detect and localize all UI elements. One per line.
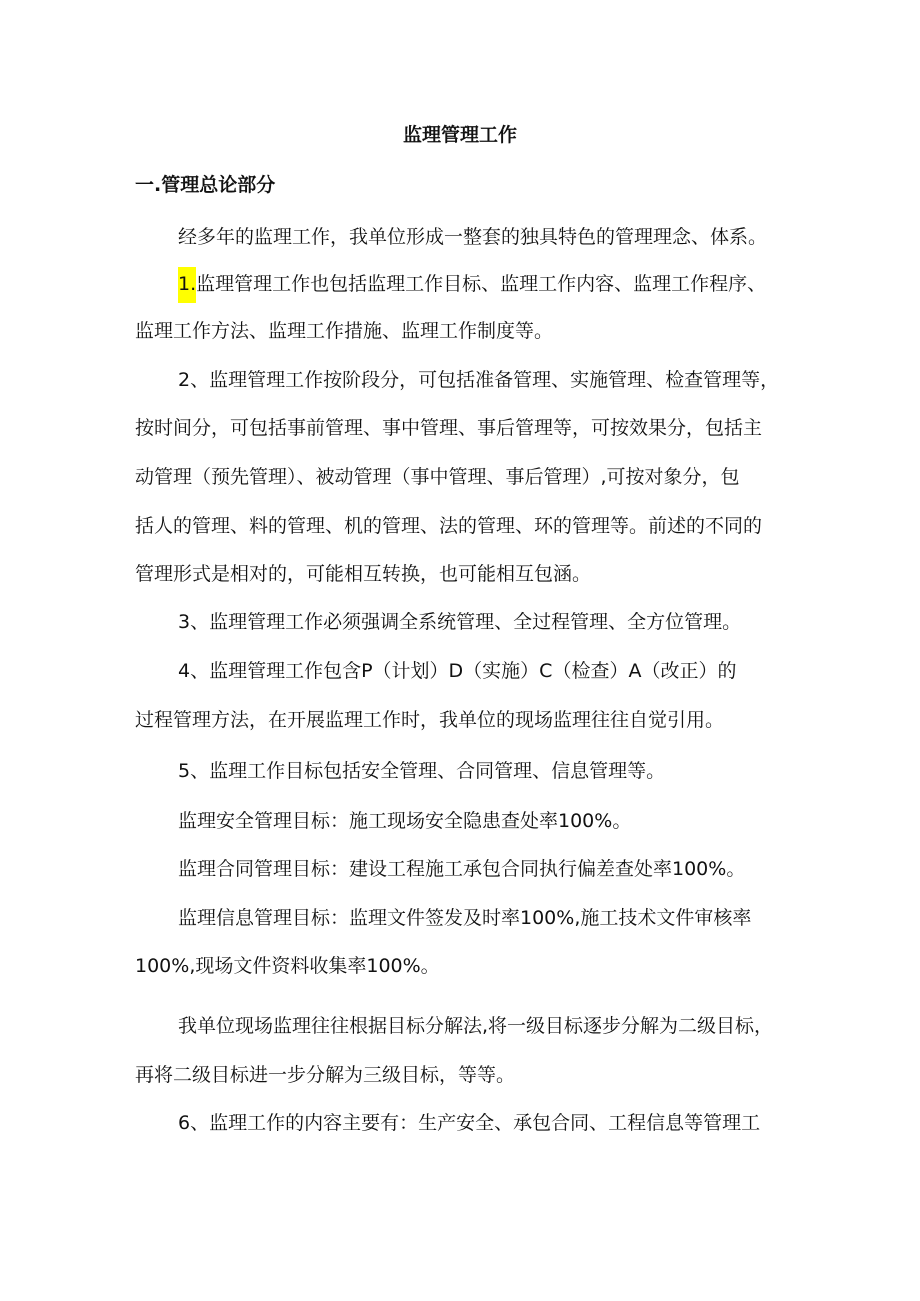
paragraph-text: 监理管理工作也包括监理工作目标、监理工作内容、监理工作程序、 bbox=[196, 273, 767, 295]
paragraph-line: 过程管理方法，在开展监理工作时，我单位的现场监理往往自觉引用。 bbox=[135, 709, 725, 731]
paragraph-line: 3、监理管理工作必须强调全系统管理、全过程管理、全方位管理。 bbox=[178, 611, 742, 633]
paragraph-line: 4、监理管理工作包含P（计划）D（实施）C（检查）A（改正）的 bbox=[178, 660, 737, 682]
paragraph-line: 监理安全管理目标：施工现场安全隐患查处率100%。 bbox=[178, 810, 632, 832]
paragraph-line: 我单位现场监理往往根据目标分解法,将一级目标逐步分解为二级目标， bbox=[178, 1015, 774, 1037]
highlighted-number: 1. bbox=[178, 267, 196, 303]
paragraph-line: 6、监理工作的内容主要有：生产安全、承包合同、工程信息等管理工 bbox=[178, 1112, 761, 1134]
paragraph-line: 经多年的监理工作，我单位形成一整套的独具特色的管理理念、体系。 bbox=[178, 226, 768, 248]
document-title: 监理管理工作 bbox=[402, 124, 517, 146]
paragraph-line: 监理合同管理目标：建设工程施工承包合同执行偏差查处率100%。 bbox=[178, 858, 746, 880]
paragraph-line: 监理工作方法、监理工作措施、监理工作制度等。 bbox=[135, 320, 554, 342]
paragraph-line: 5、监理工作目标包括安全管理、合同管理、信息管理等。 bbox=[178, 760, 666, 782]
paragraph-line: 按时间分，可包括事前管理、事中管理、事后管理等，可按效果分，包括主 bbox=[135, 417, 763, 439]
paragraph-line: 动管理（预先管理）、被动管理（事中管理、事后管理）,可按对象分，包 bbox=[135, 466, 740, 488]
paragraph-line: 再将二级目标进一步分解为三级目标，等等。 bbox=[135, 1064, 516, 1086]
section-heading: 一.管理总论部分 bbox=[135, 174, 276, 196]
paragraph-line: 2、监理管理工作按阶段分，可包括准备管理、实施管理、检查管理等， bbox=[178, 369, 780, 391]
paragraph-line: 管理形式是相对的，可能相互转换，也可能相互包涵。 bbox=[135, 563, 592, 585]
paragraph-line: 监理信息管理目标：监理文件签发及时率100%,施工技术文件审核率 bbox=[178, 907, 752, 929]
paragraph-line bbox=[178, 272, 766, 296]
paragraph-line: 括人的管理、料的管理、机的管理、法的管理、环的管理等。前述的不同的 bbox=[135, 515, 763, 537]
paragraph-line: 100%,现场文件资料收集率100%。 bbox=[135, 955, 440, 977]
